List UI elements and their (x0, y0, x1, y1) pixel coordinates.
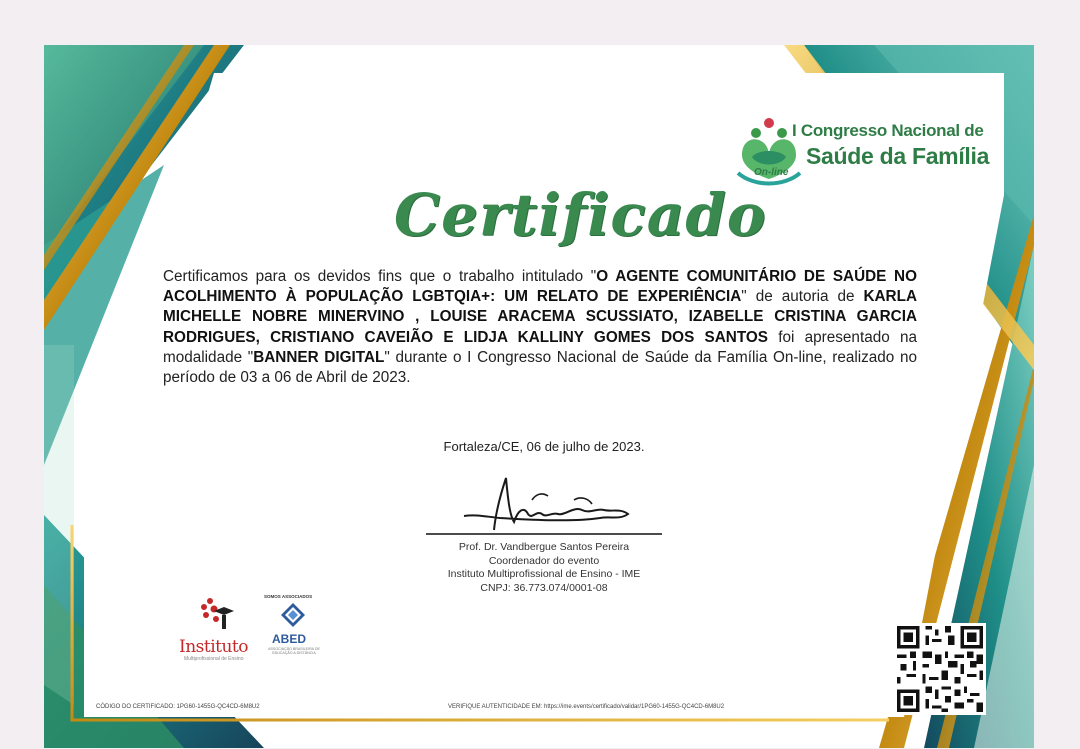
event-logo (734, 115, 990, 195)
abed-header: SOMOS ASSOCIADOS (264, 594, 313, 599)
text-closing: " durante o I Congresso Nacional de Saúde da Família On-line, realizado no período de 03 a 06 de Abril de 2023. (163, 348, 917, 387)
event-online-tag: On-line (754, 167, 789, 178)
work-title: O AGENTE COMUNITÁRIO DE SAÚDE NO ACOLHIMENTO À POPULAÇÃO LGBTQIA+: UM RELATO DE EXPERIÊNCIA (163, 268, 917, 306)
place-date: Fortaleza/CE, 06 de julho de 2023. (443, 439, 645, 454)
abed-subtitle: ASSOCIAÇÃO BRASILEIRA DE EDUCAÇÃO A DISTÂNCIA (268, 647, 320, 656)
authors: KARLA MICHELLE NOBRE MINERVINO , LOUISE ARACEMA SCUSSIATO, IZABELLE CRISTINA GARCIA RODRIGUES, CRISTIANO CAVEIÃO E LIDJA KALLINY GOMES DOS SANTOS (163, 288, 917, 346)
signatory-block (424, 541, 664, 595)
signatory-cnpj: CNPJ: 36.773.074/0001-08 (480, 581, 608, 594)
event-name-line1: I Congresso Nacional de (792, 121, 984, 140)
signatory-institution: Instituto Multiprofissional de Ensino - IME (447, 568, 641, 581)
verify-url[interactable]: VERIFIQUE AUTENTICIDADE EM: https://ime.events/certificado/validar/1PG60-1455G-QC4CD-6M8U2 (448, 704, 725, 710)
signatory-role: Coordenador do evento (488, 554, 600, 567)
qr-code-icon[interactable] (894, 623, 986, 715)
instituto-name: Instituto (179, 637, 249, 657)
modality: BANNER DIGITAL (253, 348, 385, 366)
certificate-title: Certificado (394, 181, 767, 249)
text-authorship: " de autoria de (741, 288, 864, 306)
instituto-subtitle: Multiprofissional de Ensino (184, 656, 244, 662)
certificate (44, 45, 1034, 748)
handwritten-signature (424, 470, 664, 540)
certificate-code: CÓDIGO DO CERTIFICADO: 1PG60-1455G-QC4CD-6M8U2 (96, 704, 260, 710)
abed-name: ABED (272, 632, 307, 646)
text-intro: Certificamos para os devidos fins que o trabalho intitulado " (163, 268, 597, 285)
event-name-line2: Saúde da Família (806, 143, 990, 169)
certificate-body (163, 267, 917, 388)
signatory-name: Prof. Dr. Vandbergue Santos Pereira (458, 541, 630, 553)
text-modality: foi apresentado na modalidade " (163, 328, 917, 366)
